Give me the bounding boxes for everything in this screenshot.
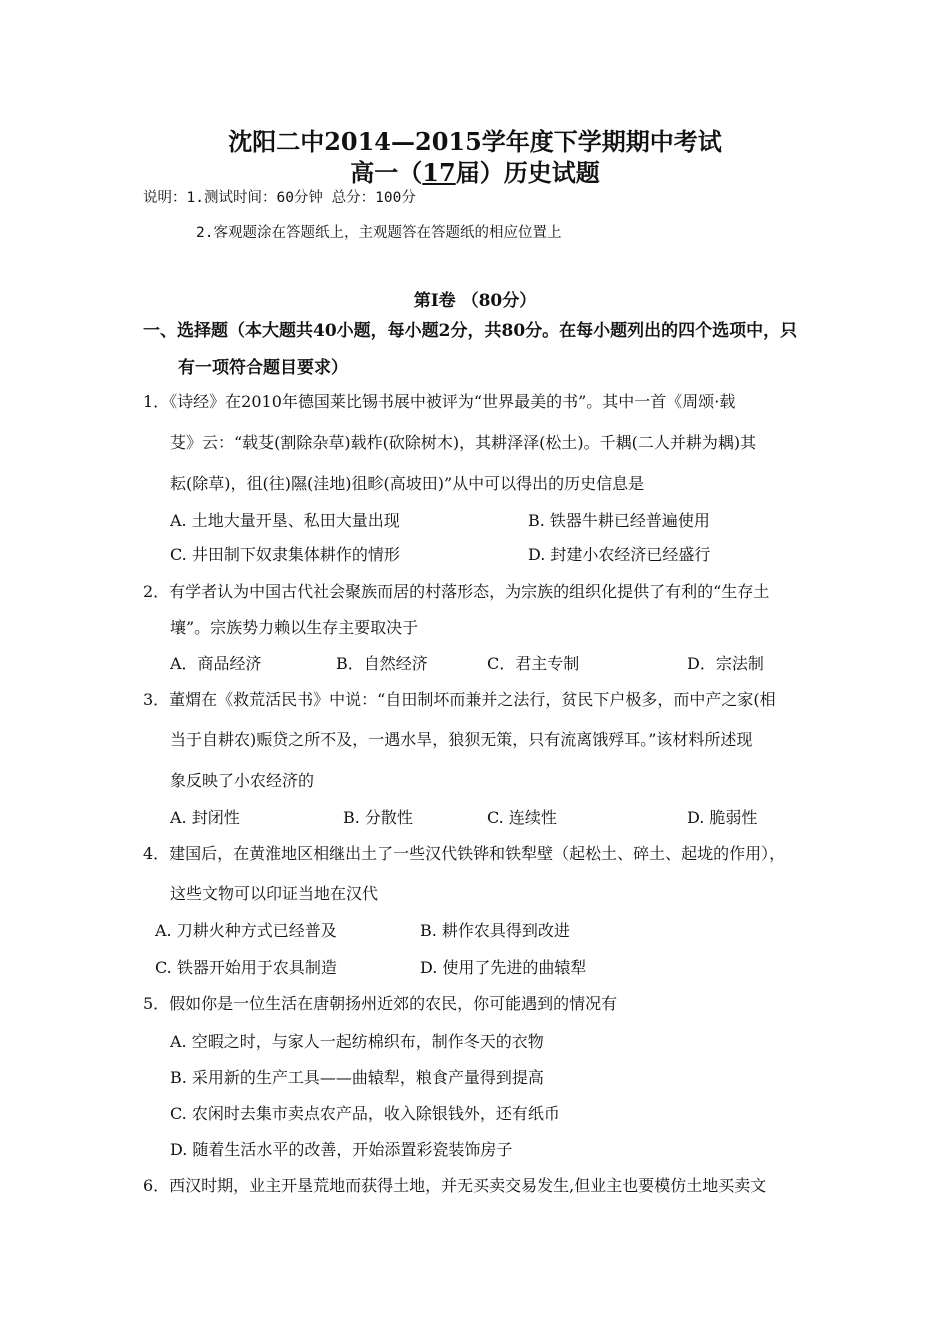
question-5-option-c[interactable]: C. 农闲时去集市卖点农产品，收入除银钱外，还有纸币 bbox=[170, 1104, 560, 1123]
question-1-option-c[interactable]: C. 井田制下奴隶集体耕作的情形 bbox=[170, 545, 400, 564]
question-4-option-d[interactable]: D. 使用了先进的曲辕犁 bbox=[420, 958, 587, 977]
instructions-line2: 2.客观题涂在答题纸上，主观题答在答题纸的相应位置上 bbox=[196, 225, 562, 241]
instructions-line1: 说明：1.测试时间：60分钟 总分：100分 bbox=[143, 190, 416, 206]
question-1-line-2: 芟》云：“载芟(割除杂草)载柞(砍除树木)，其耕泽泽(松土)。千耦(二人并耕为耦)其 bbox=[170, 433, 757, 452]
question-1-option-b[interactable]: B. 铁器牛耕已经普遍使用 bbox=[528, 511, 710, 530]
question-1-line-3: 耘(除草)，徂(往)隰(洼地)徂畛(高坡田)”从中可以得出的历史信息是 bbox=[170, 474, 645, 493]
exam-title-line2: 高一（17届）历史试题 bbox=[350, 158, 600, 187]
exam-title-line1: 沈阳二中2014—2015学年度下学期期中考试 bbox=[228, 127, 722, 156]
question-4-line-2: 这些文物可以印证当地在汉代 bbox=[170, 884, 379, 903]
question-2-option-c[interactable]: C．君主专制 bbox=[487, 654, 580, 673]
question-3-option-a[interactable]: A. 封闭性 bbox=[170, 808, 240, 827]
question-1-line-1: 1．《诗经》在2010年德国莱比锡书展中被评为“世界最美的书”。其中一首《周颂·载 bbox=[143, 392, 736, 411]
question-3-line-1: 3．董煟在《救荒活民书》中说：“自田制坏而兼并之法行，贫民下户极多，而中产之家(相 bbox=[143, 690, 776, 709]
question-1-option-a[interactable]: A. 土地大量开垦、私田大量出现 bbox=[170, 511, 400, 530]
question-3-option-d[interactable]: D. 脆弱性 bbox=[687, 808, 758, 827]
part-heading: 第Ⅰ卷 （80分） bbox=[413, 291, 537, 311]
question-4-option-a[interactable]: A. 刀耕火种方式已经普及 bbox=[155, 921, 337, 940]
question-6-line-1: 6．西汉时期，业主开垦荒地而获得土地，并无买卖交易发生,但业主也要模仿土地买卖文 bbox=[143, 1176, 767, 1195]
question-4-option-b[interactable]: B. 耕作农具得到改进 bbox=[420, 921, 570, 940]
question-3-option-b[interactable]: B. 分散性 bbox=[343, 808, 413, 827]
question-3-option-c[interactable]: C. 连续性 bbox=[487, 808, 557, 827]
question-2-option-b[interactable]: B．自然经济 bbox=[336, 654, 428, 673]
question-5-option-a[interactable]: A. 空暇之时，与家人一起纺棉织布，制作冬天的衣物 bbox=[170, 1032, 544, 1051]
question-4-option-c[interactable]: C. 铁器开始用于农具制造 bbox=[155, 958, 337, 977]
question-1-option-d[interactable]: D. 封建小农经济已经盛行 bbox=[528, 545, 711, 564]
question-3-line-2: 当于自耕农)赈贷之所不及，一遇水旱，狼狈无策，只有流离饿殍耳。”该材料所述现 bbox=[170, 730, 753, 749]
section-instructions-line2: 有一项符合题目要求） bbox=[178, 358, 348, 378]
question-2-option-a[interactable]: A．商品经济 bbox=[170, 654, 262, 673]
question-2-option-d[interactable]: D．宗法制 bbox=[687, 654, 764, 673]
question-2-line-2: 壤”。宗族势力赖以生存主要取决于 bbox=[170, 618, 419, 637]
question-5-option-d[interactable]: D. 随着生活水平的改善，开始添置彩瓷装饰房子 bbox=[170, 1140, 513, 1159]
section-instructions-line1: 一、选择题（本大题共40小题，每小题2分，共80分。在每小题列出的四个选项中，只 bbox=[143, 321, 798, 341]
question-5-option-b[interactable]: B. 采用新的生产工具——曲辕犁，粮食产量得到提高 bbox=[170, 1068, 544, 1087]
question-4-line-1: 4．建国后，在黄淮地区相继出土了一些汉代铁铧和铁犁壁（起松土、碎土、起垅的作用）， bbox=[143, 844, 786, 863]
question-3-line-3: 象反映了小农经济的 bbox=[170, 771, 315, 790]
question-2-line-1: 2．有学者认为中国古代社会聚族而居的村落形态，为宗族的组织化提供了有利的“生存土 bbox=[143, 582, 770, 601]
question-5-line-1: 5．假如你是一位生活在唐朝扬州近郊的农民，你可能遇到的情况有 bbox=[143, 994, 618, 1013]
